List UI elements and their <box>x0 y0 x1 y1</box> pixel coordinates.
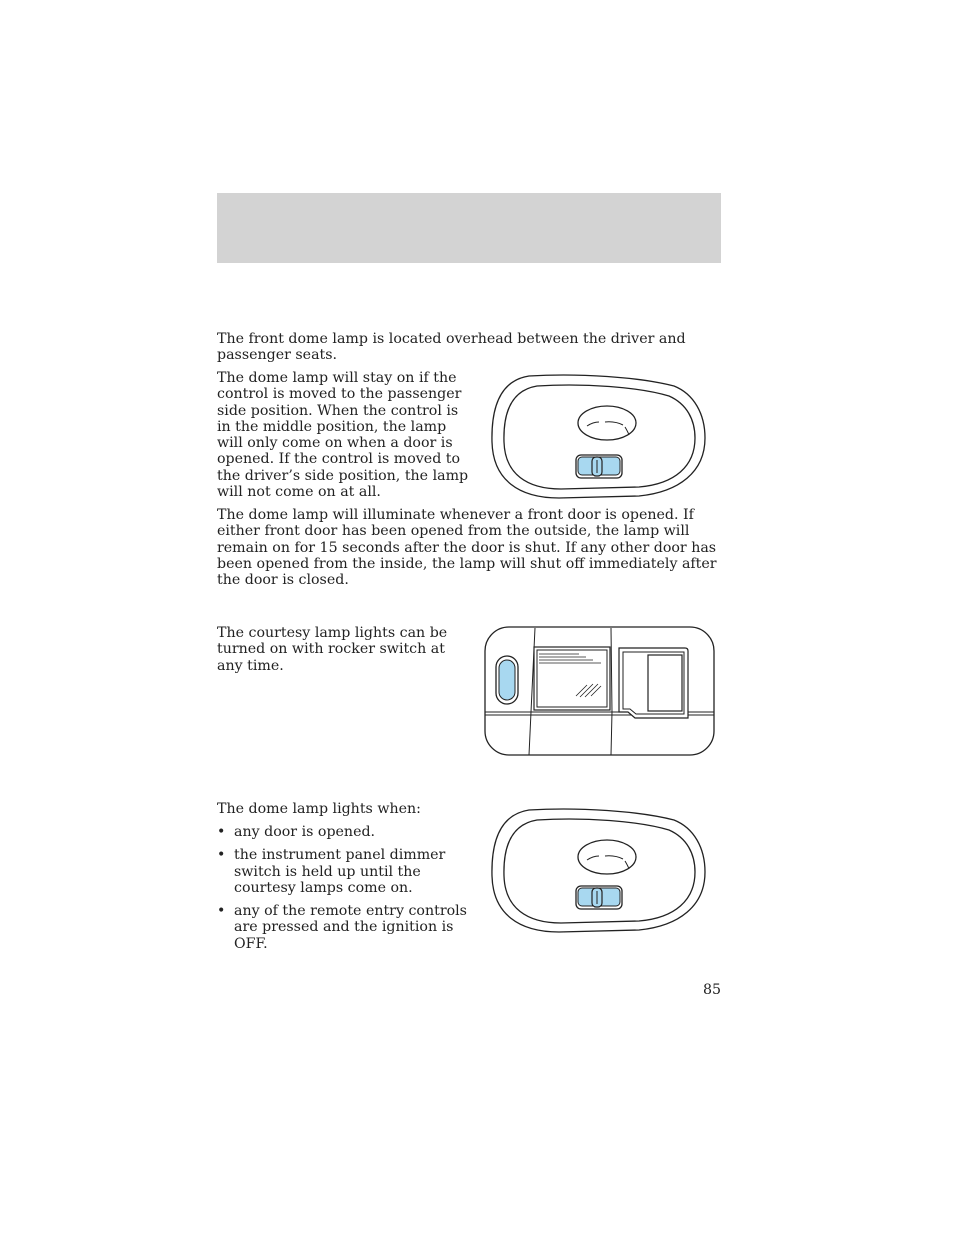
dome-lamp-illustration <box>489 806 709 936</box>
dome-control-paragraph: The dome lamp will stay on if the control is moved to the passenger side position. When the control is in the middle position, the lamp will only come on when a door is opened. If the control is moved to the driver’s side position, the lamp will not come on at all. <box>217 370 469 501</box>
list-item-text: any door is opened. <box>234 824 376 840</box>
dome-lamp-switch[interactable] <box>576 455 622 478</box>
courtesy-paragraph: The courtesy lamp lights can be turned on with rocker switch at any time. <box>217 625 448 674</box>
list-item <box>217 824 467 840</box>
list-item-text: the instrument panel dimmer switch is held up until the courtesy lamps come on. <box>234 847 446 896</box>
dome-lamp-illustration <box>489 372 709 502</box>
bullet-glyph: • <box>217 903 226 920</box>
intro-paragraph: The front dome lamp is located overhead between the driver and passenger seats. <box>217 331 686 364</box>
list-item-text: any of the remote entry controls are pressed and the ignition is OFF. <box>234 903 467 952</box>
dome-lamp-switch[interactable] <box>576 886 622 909</box>
courtesy-rocker-switch[interactable] <box>496 656 518 704</box>
list-item <box>217 847 467 896</box>
bullet-glyph: • <box>217 847 226 864</box>
dome-when-list <box>217 824 467 959</box>
overhead-console-illustration <box>483 626 716 757</box>
list-item <box>217 903 467 952</box>
page-number: 85 <box>702 982 721 998</box>
bullet-glyph: • <box>217 824 226 840</box>
illuminate-paragraph: The dome lamp will illuminate whenever a front door is opened. If either front door has been opened from the outside, the lamp will remain on for 15 seconds after the door is shut. If any other door has been opened from the inside, the lamp will shut off immediately after the door is closed. <box>217 507 717 589</box>
dome-when-paragraph: The dome lamp lights when: <box>217 801 421 817</box>
section-header-bar <box>217 193 721 263</box>
